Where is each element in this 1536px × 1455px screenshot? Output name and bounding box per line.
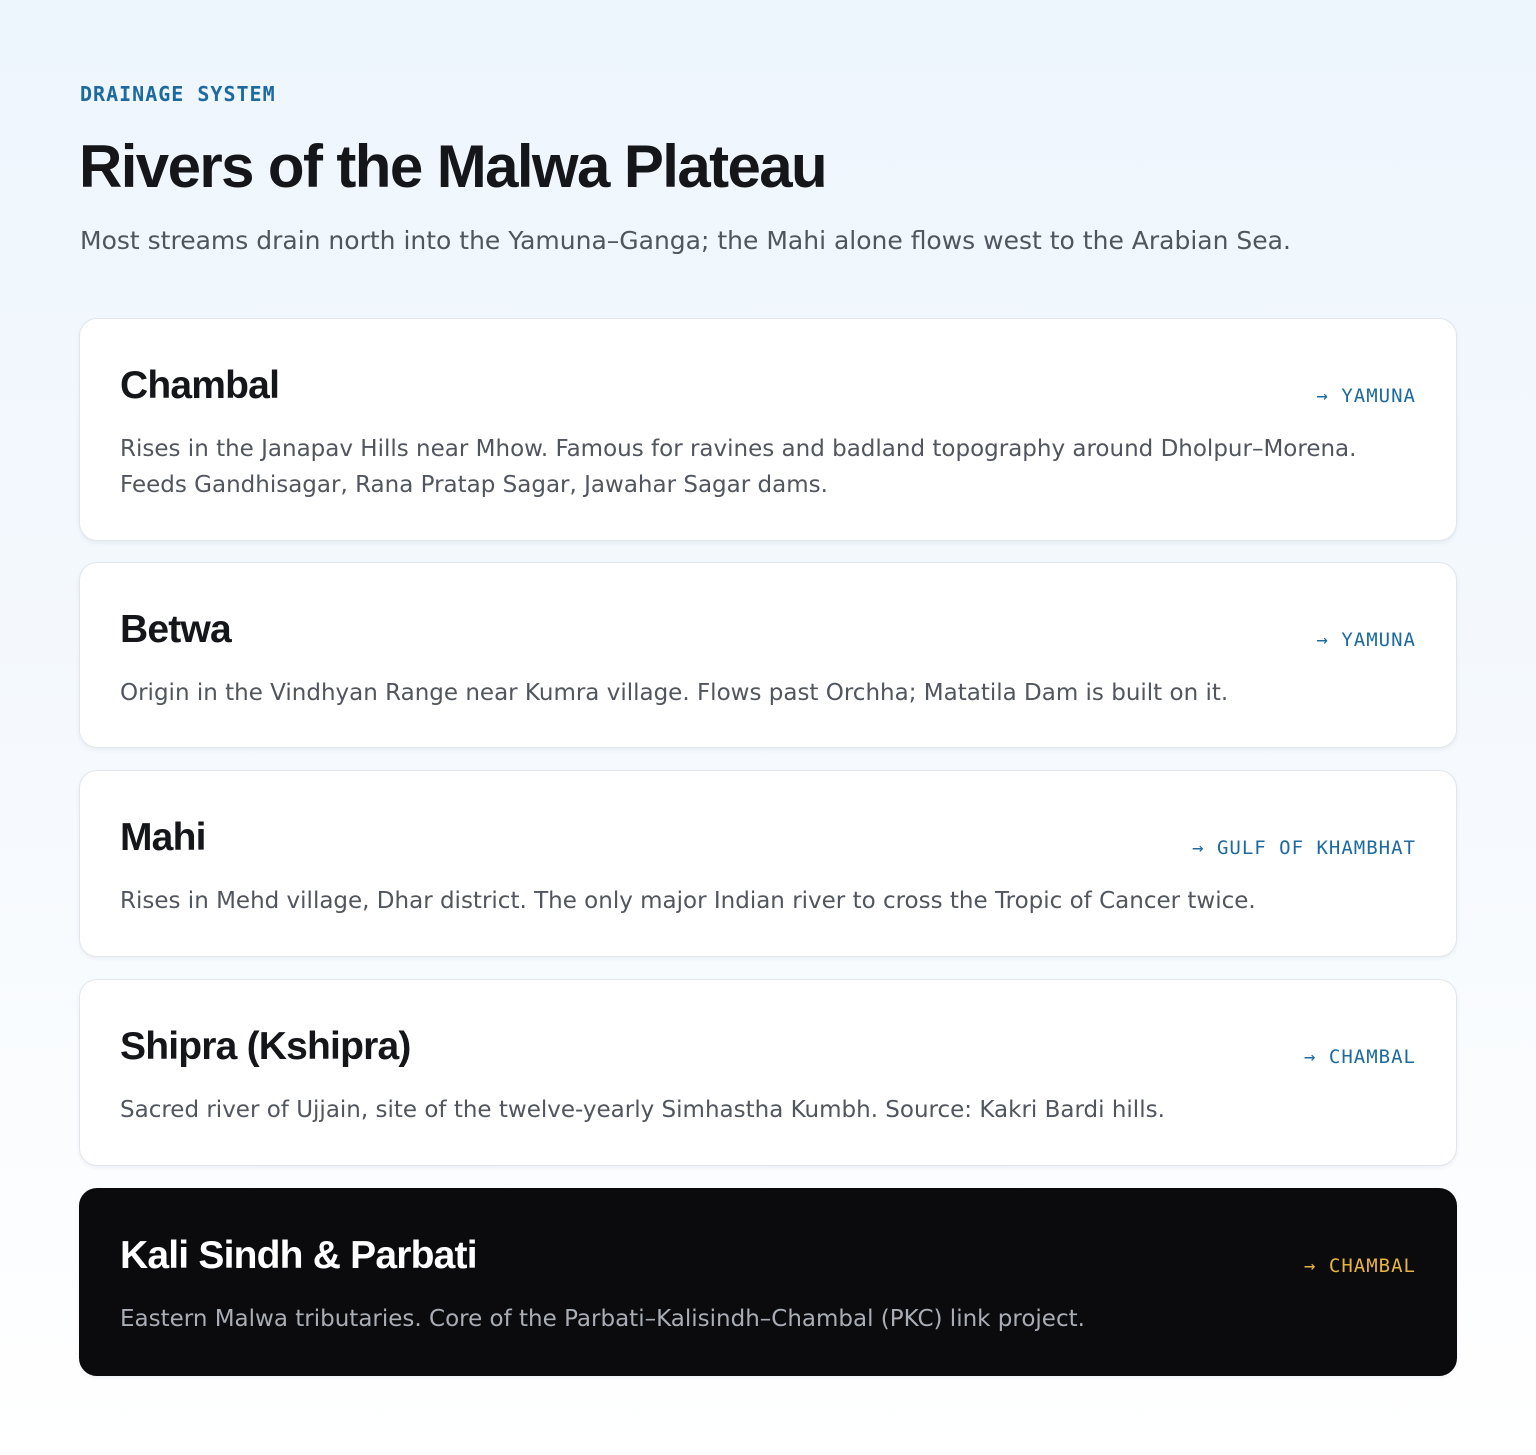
river-description: Origin in the Vindhyan Range near Kumra village. Flows past Orchha; Matatila Dam is built on it.	[120, 680, 1229, 706]
river-description: Rises in Mehd village, Dhar district. The only major Indian river to cross the Tropic of Cancer twice.	[120, 888, 1256, 914]
river-card-mahi[interactable]	[79, 770, 1457, 957]
river-card-shipra[interactable]	[79, 979, 1457, 1166]
river-destination: → YAMUNA	[1316, 629, 1416, 651]
river-description: Sacred river of Ujjain, site of the twelve-yearly Simhastha Kumbh. Source: Kakri Bardi hills.	[120, 1097, 1165, 1123]
river-destination: → YAMUNA	[1316, 385, 1416, 407]
section-eyebrow: DRAINAGE SYSTEM	[80, 82, 276, 106]
river-name: Shipra (Kshipra)	[120, 1025, 411, 1068]
river-description: Eastern Malwa tributaries. Core of the Parbati–Kalisindh–Chambal (PKC) link project.	[120, 1306, 1085, 1332]
river-card-kali-sindh-parbati[interactable]	[79, 1188, 1457, 1376]
river-card-chambal[interactable]	[79, 318, 1457, 541]
river-destination: → CHAMBAL	[1304, 1255, 1416, 1277]
river-card-betwa[interactable]	[79, 562, 1457, 748]
river-name: Kali Sindh & Parbati	[120, 1234, 477, 1277]
river-name: Mahi	[120, 816, 206, 859]
page-title: Rivers of the Malwa Plateau	[79, 133, 827, 200]
river-description: Rises in the Janapav Hills near Mhow. Famous for ravines and badland topography around Dholpur–Morena. Feeds Gandhisagar, Rana Pratap Sagar, Jawahar Sagar dams.	[120, 436, 1357, 498]
river-destination: → CHAMBAL	[1304, 1046, 1416, 1068]
river-name: Betwa	[120, 608, 231, 651]
river-destination: → GULF OF KHAMBHAT	[1192, 837, 1416, 859]
page-subtitle: Most streams drain north into the Yamuna–Ganga; the Mahi alone flows west to the Arabian Sea.	[80, 226, 1291, 255]
river-name: Chambal	[120, 364, 280, 407]
